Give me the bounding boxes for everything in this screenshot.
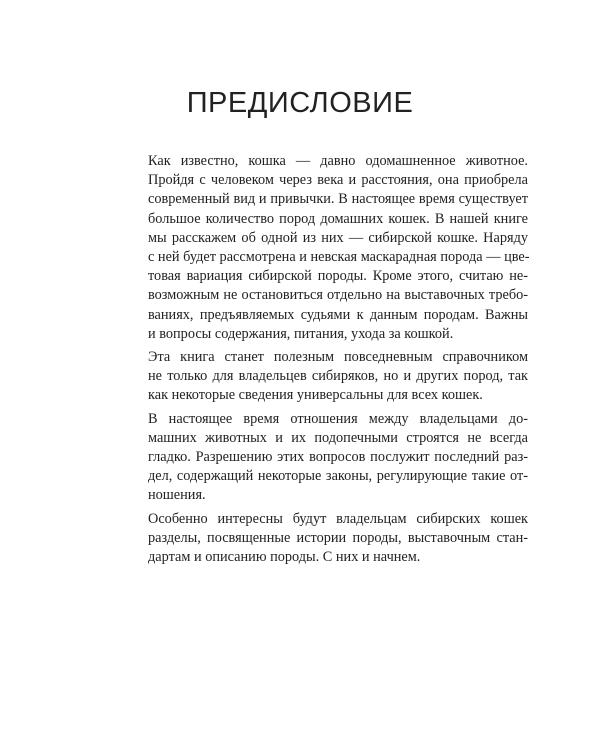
text-line: не только для владельцев сибиряков, но и других пород, так (148, 368, 528, 385)
paragraph-2 (130, 348, 528, 406)
text-line: Как известно, кошка — давно одомашненное животное. (148, 153, 528, 169)
text-line: В настоящее время отношения между владельцами до- (148, 410, 528, 427)
text-line: дел, содержащий некоторые законы, регулирующие такие от- (148, 468, 528, 485)
text-line: Пройдя с человеком через века и расстояния, она приобрела (148, 172, 528, 189)
paragraph-4 (130, 510, 528, 568)
text-line: с ней будет рассмотрена и невская маскарадная порода — цве- (148, 249, 530, 266)
text-line: ношения. (148, 487, 206, 504)
text-line: и вопросы содержания, питания, ухода за кошкой. (148, 325, 454, 342)
page-title: ПРЕДИСЛОВИЕ (186, 87, 414, 119)
text-line: машних животных и их подопечными строятся не всегда (148, 429, 528, 446)
paragraph-1 (130, 152, 528, 344)
text-line: гладко. Разрешению этих вопросов послужит последний раз- (148, 449, 528, 466)
text-line: современный вид и привычки. В настоящее время существует (148, 191, 528, 208)
text-line: мы расскажем об одной из них — сибирской кошке. Наряду (148, 229, 528, 246)
text-line: товая вариация сибирской породы. Кроме этого, считаю не- (148, 268, 528, 285)
text-line: Особенно интересны будут владельцам сибирских кошек (148, 510, 528, 527)
text-line: большое количество пород домашних кошек. В нашей книге (148, 210, 528, 227)
text-line: Эта книга станет полезным повседневным справочником (148, 349, 528, 366)
paragraph-3 (130, 410, 528, 506)
text-line: дартам и описанию породы. С них и начнем. (148, 549, 421, 566)
preface-body (130, 152, 528, 571)
text-line: ваниях, предъявляемых судьями к данным породам. Важны (148, 306, 528, 323)
text-line: возможным не остановиться отдельно на выставочных требо- (148, 287, 528, 304)
text-line: разделы, посвященные истории породы, выставочным стан- (148, 529, 528, 546)
text-line: как некоторые сведения универсальны для всех кошек. (148, 387, 483, 404)
